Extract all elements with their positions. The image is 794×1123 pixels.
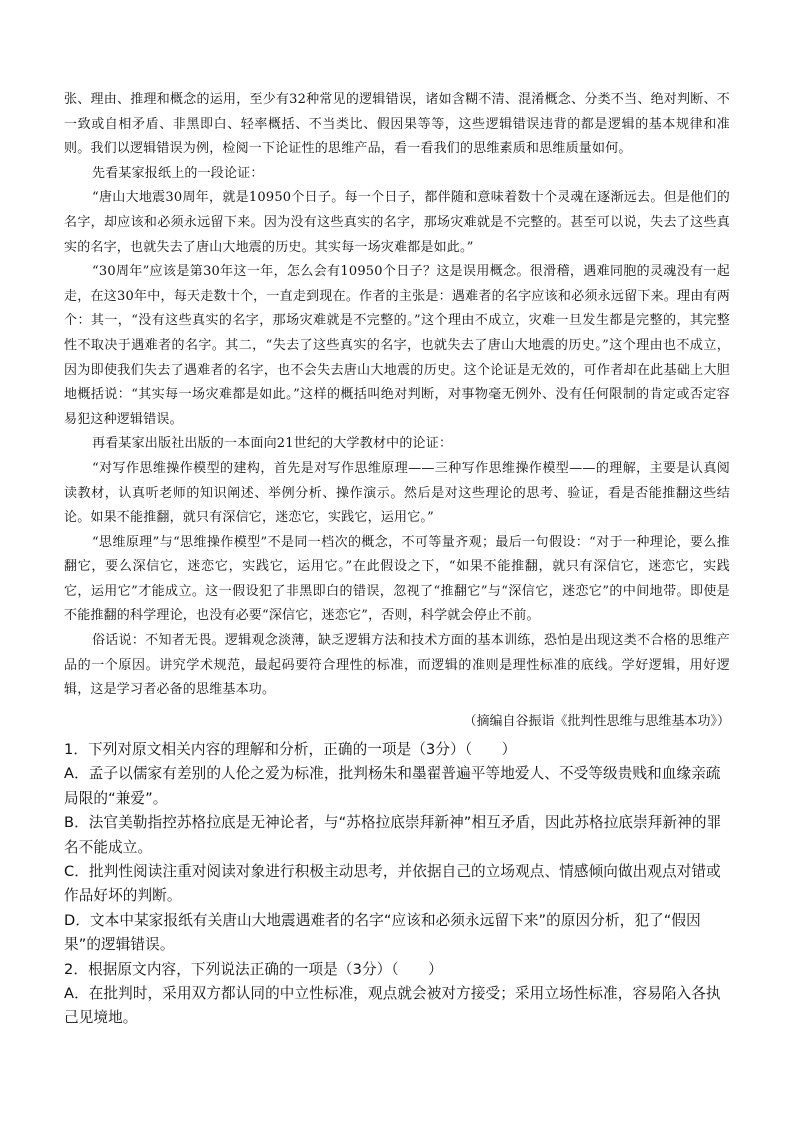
- answer-option: B．法官美勒指控苏格拉底是无神论者，与“苏格拉底崇拜新神”相互矛盾，因此苏格拉底崇拜新神的罪名不能成立。: [64, 814, 722, 856]
- passage-quote: “对写作思维操作模型的建构，首先是对写作思维原理——三种写作思维操作模型——的理解，主要是认真阅读教材，认真听老师的知识阐述、举例分析、操作演示。然后是对这些理论的思考、验证，看是否能推翻这些结论。如果不能推翻，就只有深信它，迷恋它，实践它，运用它。”: [64, 460, 730, 526]
- answer-option: C．批判性阅读注重对阅读对象进行积极主动思考，并依据自己的立场观点、情感倾向做出观点对错或作品好坏的判断。: [64, 863, 721, 905]
- passage-paragraph: “30周年”应该是第30年这一年，怎么会有10950个日子？这是误用概念。很滑稽，遇难同胞的灵魂没有一起走，在这30年中，每天走数十个，一直走到现在。作者的主张是：遇难者的名字应该和必须永远留下来。理由有两个：其一，“没有这些真实的名字，那场灾难就是不完整的。”这个理由不成立，灾难一旦发生都是完整的，其完整性不取决于遇难者的名字。其二，“失去了这些真实的名字，也就失去了唐山大地震的历史。”这个理由也不成立，因为即使我们失去了遇难者的名字，也不会失去唐山大地震的历史。这个论证是无效的，可作者却在此基础上大胆地概括说：“其实每一场灾难都是如此。”这样的概括叫绝对判断，对事物毫无例外、没有任何限制的肯定或否定容易犯这种逻辑错误。: [64, 264, 730, 427]
- passage-paragraph: 再看某家出版社出版的一本面向21世纪的大学教材中的论证：: [92, 436, 453, 452]
- question-section: [64, 738, 730, 1031]
- passage-paragraph: 先看某家报纸上的一段论证：: [92, 165, 264, 181]
- passage-paragraph: 张、理由、推理和概念的运用，至少有32种常见的逻辑错误，诸如含糊不清、混淆概念、分类不当、绝对判断、不一致或自相矛盾、非黑即白、轻率概括、不当类比、假因果等等，这些逻辑错误违背的都是逻辑的基本规律和准则。我们以逻辑错误为例，检阅一下论证性的思维产品，看一看我们的思维素质和思维质量如何。: [64, 92, 730, 157]
- answer-option: D．文本中某家报纸有关唐山大地震遇难者的名字“应该和必须永远留下来”的原因分析，犯了“假因果”的逻辑错误。: [64, 911, 701, 954]
- passage-paragraph: “思维原理”与“思维操作模型”不是同一档次的概念，不可等量齐观；最后一句假设：“对于一种理论，要么推翻它，要么深信它，迷恋它，实践它，运用它。”在此假设之下，“如果不能推翻，就只有深信它，迷恋它，实践它，运用它”才能成立。这一假设犯了非黑即白的错误，忽视了“推翻它”与“深信它，迷恋它”的中间地带。即使是不能推翻的科学理论，也没有必要“深信它，迷恋它”，否则，科学就会停止不前。: [64, 534, 730, 624]
- reading-passage: [64, 88, 730, 703]
- passage-paragraph: 俗话说：不知者无畏。逻辑观念淡薄，缺乏逻辑方法和技术方面的基本训练，恐怕是出现这类不合格的思维产品的一个原因。讲究学术规范，最起码要符合理性的标准，而逻辑的准则是理性标准的底线。学好逻辑，用好逻辑，这是学习者必备的思维基本功。: [64, 633, 730, 698]
- answer-option: A．在批判时，采用双方都认同的中立性标准，观点就会被对方接受；采用立场性标准，容易陷入各执己见境地。: [64, 985, 721, 1027]
- answer-option: A．孟子以儒家有差别的人伦之爱为标准，批判杨朱和墨翟普遍平等地爱人、不受等级贵贱和血缘亲疏局限的“兼爱”。: [64, 765, 721, 807]
- passage-source: （摘编自谷振诣《批判性思维与思维基本功》）: [463, 714, 730, 729]
- question-stem: 2．根据原文内容，下列说法正确的一项是（3分）（ ）: [64, 960, 443, 978]
- question-stem: 1．下列对原文相关内容的理解和分析，正确的一项是（3分）（ ）: [64, 741, 517, 758]
- passage-quote: “唐山大地震30周年，就是10950个日子。每一个日子，都伴随和意味着数十个灵魂在逐渐远去。但是他们的名字，却应该和必须永远留下来。因为没有这些真实的名字，那场灾难就是不完整的。甚至可以说，失去了这些真实的名字，也就失去了唐山大地震的历史。其实每一场灾难都是如此。”: [64, 190, 730, 255]
